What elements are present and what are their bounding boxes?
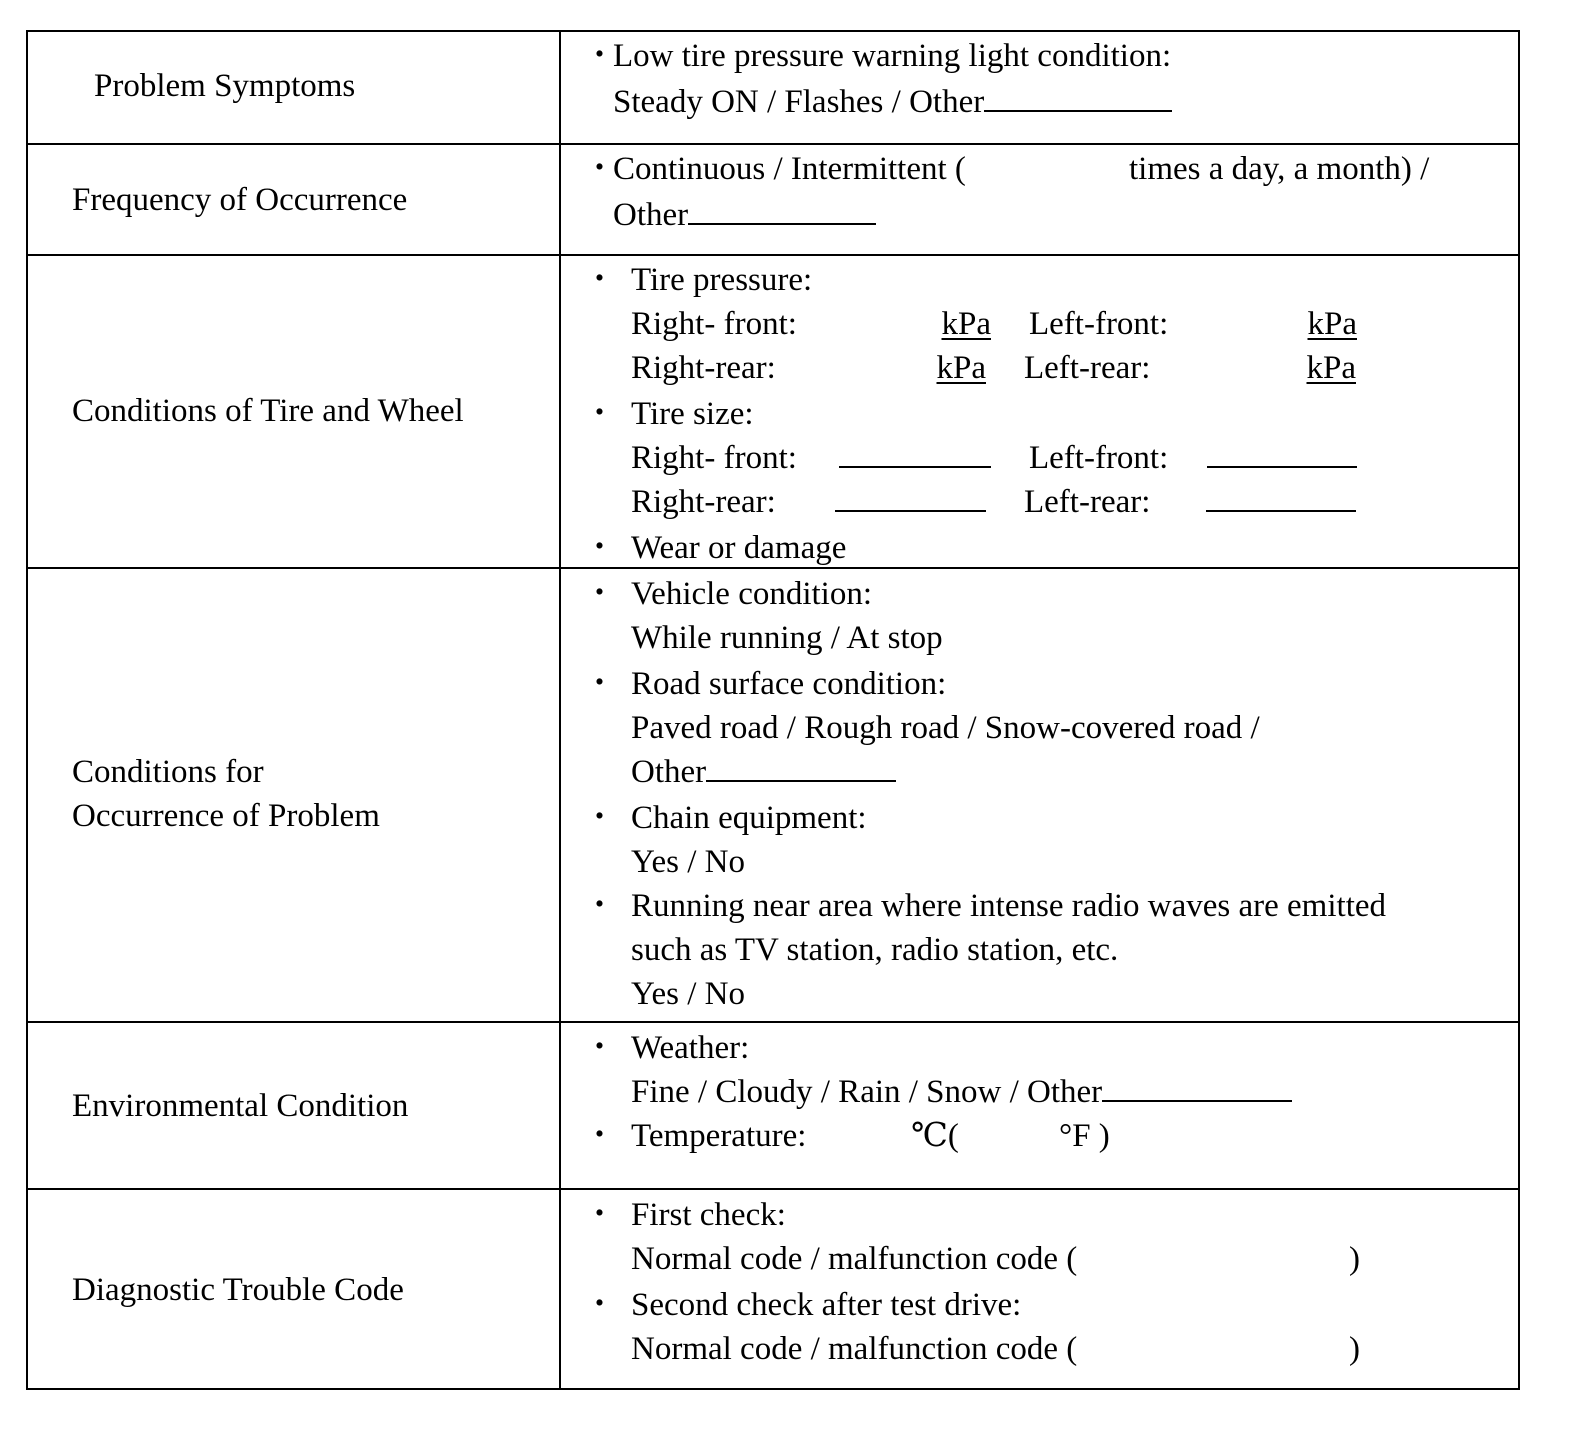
bullet: ・ [583,800,616,836]
first-check-heading: First check: [631,1197,786,1233]
second-check-close: ) [1349,1331,1360,1367]
right-front-label: Right- front: [631,306,797,342]
bullet: ・ [583,38,616,74]
right-rear-pressure-field[interactable]: kPa [936,350,986,386]
row-divider [28,143,1518,145]
size-left-rear-label: Left-rear: [1024,484,1151,520]
bullet: ・ [583,1287,616,1323]
frequency-other-text: Other [613,197,689,233]
symptom-options-text: Steady ON / Flashes / Other [613,84,985,120]
column-divider [559,32,561,1388]
frequency-other [613,193,876,237]
symptom-options [613,80,1172,124]
radio-question-line1: Running near area where intense radio waves are emitted [631,888,1387,924]
road-condition-heading: Road surface condition: [631,666,947,702]
first-check-code: Normal code / malfunction code ( [631,1241,1078,1277]
celsius-field[interactable]: ℃( [911,1118,959,1154]
bullet: ・ [583,530,616,566]
bullet: ・ [583,1197,616,1233]
row-label-frequency: Frequency of Occurrence [72,182,408,218]
row-label-dtc: Diagnostic Trouble Code [72,1272,404,1308]
tire-pressure-heading: Tire pressure: [631,262,813,298]
frequency-times: times a day, a month) / [1129,151,1430,187]
size-right-front-label: Right- front: [631,440,797,476]
bullet: ・ [583,151,616,187]
size-right-rear-label: Right-rear: [631,484,776,520]
row-label-environmental: Environmental Condition [72,1088,409,1124]
left-rear-pressure-field[interactable]: kPa [1306,350,1356,386]
questionnaire-table [26,30,1520,1390]
frequency-other-blank[interactable] [688,193,876,225]
weather-heading: Weather: [631,1030,750,1066]
tire-size-heading: Tire size: [631,396,754,432]
weather-options-text: Fine / Cloudy / Rain / Snow / Other [631,1074,1103,1110]
road-other [631,750,896,794]
radio-options: Yes / No [631,976,746,1012]
size-left-front-blank[interactable] [1207,436,1357,468]
road-other-blank[interactable] [706,750,896,782]
symptom-other-blank[interactable] [984,80,1172,112]
temperature-label: Temperature: [631,1118,807,1154]
wear-damage: Wear or damage [631,530,847,566]
bullet: ・ [583,576,616,612]
row-label-problem-symptoms: Problem Symptoms [94,68,356,104]
size-right-front-blank[interactable] [839,436,991,468]
size-left-front-label: Left-front: [1029,440,1169,476]
right-rear-label: Right-rear: [631,350,776,386]
road-condition-options: Paved road / Rough road / Snow-covered road / [631,710,1260,746]
row-label-tire-wheel: Conditions of Tire and Wheel [72,393,464,429]
fahrenheit-field[interactable]: °F ) [1059,1118,1110,1154]
row-label-occurrence-line1: Conditions for [72,754,264,790]
second-check-code: Normal code / malfunction code ( [631,1331,1078,1367]
row-divider [28,254,1518,256]
left-front-label: Left-front: [1029,306,1169,342]
row-divider [28,1021,1518,1023]
bullet: ・ [583,888,616,924]
frequency-options: Continuous / Intermittent ( [613,151,966,187]
radio-question-line2: such as TV station, radio station, etc. [631,932,1119,968]
chain-heading: Chain equipment: [631,800,867,836]
chain-options: Yes / No [631,844,746,880]
bullet: ・ [583,396,616,432]
symptom-question: Low tire pressure warning light condition: [613,38,1172,74]
size-left-rear-blank[interactable] [1206,480,1356,512]
row-divider [28,1188,1518,1190]
row-label-occurrence-line2: Occurrence of Problem [72,798,380,834]
second-check-heading: Second check after test drive: [631,1287,1022,1323]
road-other-text: Other [631,754,707,790]
right-front-pressure-field[interactable]: kPa [941,306,991,342]
bullet: ・ [583,262,616,298]
left-rear-label: Left-rear: [1024,350,1151,386]
bullet: ・ [583,1030,616,1066]
first-check-close: ) [1349,1241,1360,1277]
vehicle-condition-heading: Vehicle condition: [631,576,873,612]
left-front-pressure-field[interactable]: kPa [1307,306,1357,342]
size-right-rear-blank[interactable] [835,480,986,512]
bullet: ・ [583,1118,616,1154]
weather-other-blank[interactable] [1102,1070,1292,1102]
weather-options [631,1070,1292,1114]
vehicle-condition-options: While running / At stop [631,620,943,656]
bullet: ・ [583,666,616,702]
